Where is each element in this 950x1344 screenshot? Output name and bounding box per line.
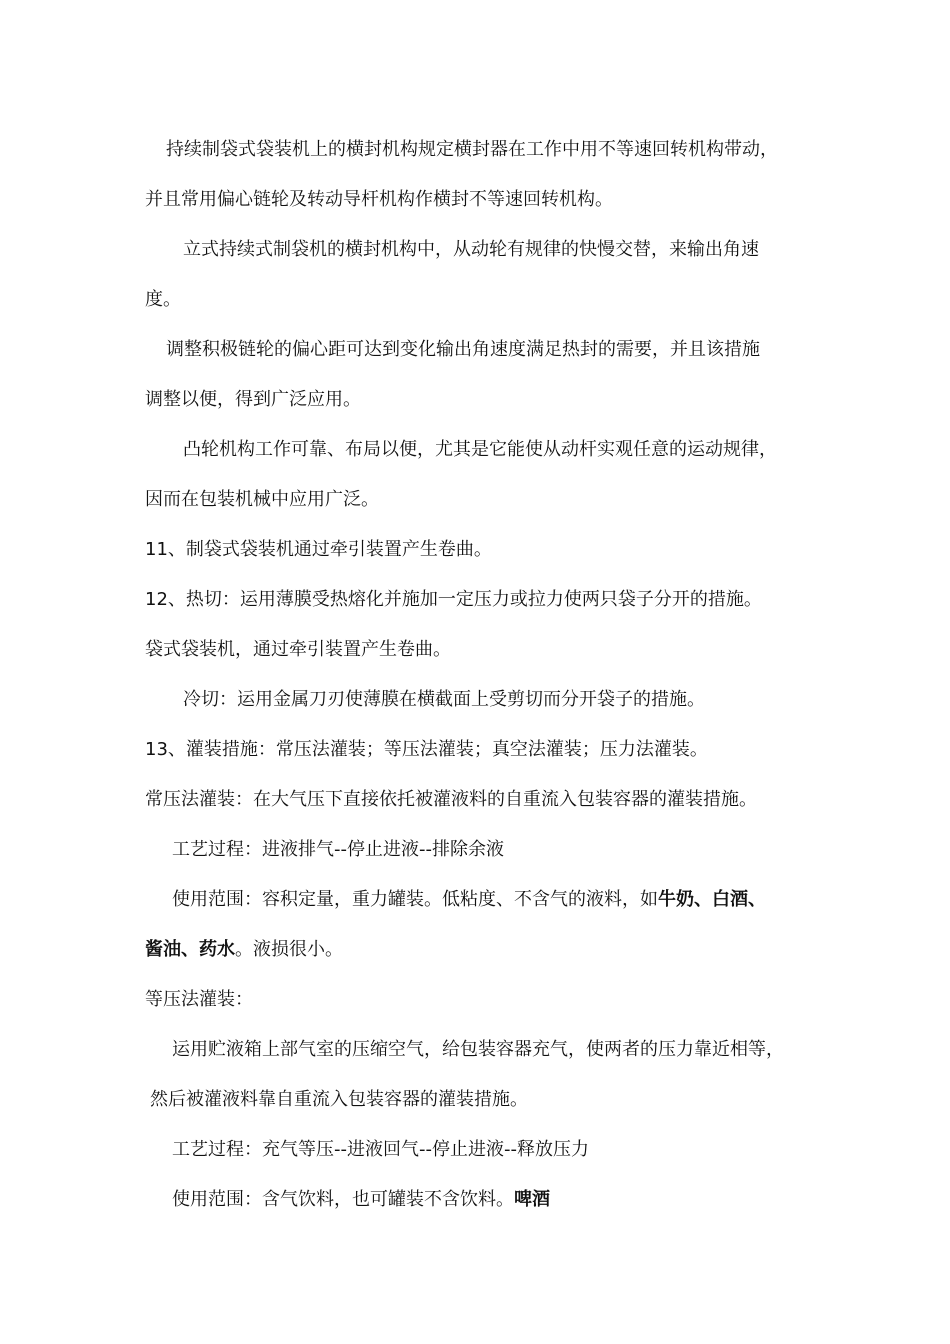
paragraph-line-11: 袋式袋装机，通过牵引装置产生卷曲。 [145,639,451,660]
paragraph-line-19: 运用贮液箱上部气室的压缩空气，给包装容器充气，使两者的压力靠近相等， [172,1039,784,1060]
paragraph-line-7: 凸轮机构工作可靠、布局以便，尤其是它能使从动杆实观任意的运动规律， [183,439,777,460]
line-17-bold-text: 酱油、药水 [145,939,235,960]
line-16-text: 使用范围：容积定量，重力罐装。低粘度、不含气的液料，如 [172,889,658,910]
paragraph-line-17 [145,938,343,962]
paragraph-line-20: 然后被灌液料靠自重流入包装容器的灌装措施。 [150,1089,528,1110]
paragraph-line-3: 立式持续式制袋机的横封机构中，从动轮有规律的快慢交替，来输出角速 [183,239,759,260]
paragraph-line-10: 12、热切：运用薄膜受热熔化并施加一定压力或拉力使两只袋子分开的措施。 [145,589,762,610]
paragraph-line-12: 冷切：运用金属刀刃使薄膜在横截面上受剪切而分开袋子的措施。 [183,689,705,710]
line-22-bold-text: 啤酒 [514,1189,550,1210]
paragraph-line-8: 因而在包装机械中应用广泛。 [145,489,379,510]
paragraph-line-16 [172,888,766,912]
paragraph-line-13: 13、灌装措施：常压法灌装；等压法灌装；真空法灌装；压力法灌装。 [145,739,708,760]
paragraph-line-18: 等压法灌装： [145,989,253,1010]
paragraph-line-2: 并且常用偏心链轮及转动导杆机构作横封不等速回转机构。 [145,189,613,210]
paragraph-line-6: 调整以便，得到广泛应用。 [145,389,361,410]
paragraph-line-15: 工艺过程：进液排气--停止进液--排除余液 [172,839,504,860]
paragraph-line-9: 11、制袋式袋装机通过牵引装置产生卷曲。 [145,539,492,560]
line-22-text: 使用范围：含气饮料，也可罐装不含饮料。 [172,1189,514,1210]
paragraph-line-1: 持续制袋式袋装机上的横封机构规定横封器在工作中用不等速回转机构带动， [166,139,778,160]
line-16-bold-text: 牛奶、白酒、 [658,889,766,910]
paragraph-line-21: 工艺过程：充气等压--进液回气--停止进液--释放压力 [172,1139,589,1160]
paragraph-line-5: 调整积极链轮的偏心距可达到变化输出角速度满足热封的需要，并且该措施 [166,339,760,360]
paragraph-line-14: 常压法灌装：在大气压下直接依托被灌液料的自重流入包装容器的灌装措施。 [145,789,757,810]
line-17-text: 。液损很小。 [235,939,343,960]
paragraph-line-22 [172,1188,550,1212]
paragraph-line-4: 度。 [145,289,181,310]
